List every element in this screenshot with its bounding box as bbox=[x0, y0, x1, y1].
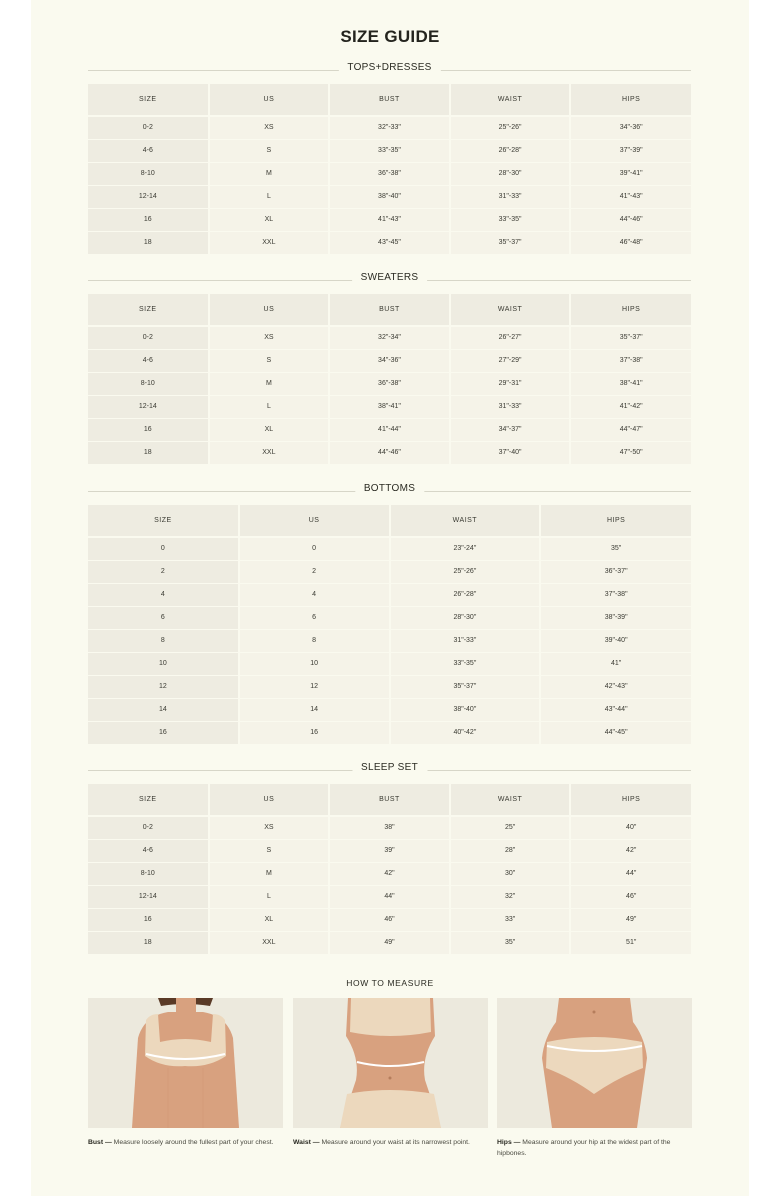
table-cell-us: 2 bbox=[239, 560, 390, 583]
table-cell-hips: 44"-45" bbox=[540, 721, 691, 744]
table-row bbox=[88, 862, 691, 885]
section-label-sweaters: SWEATERS bbox=[352, 272, 428, 283]
column-header-bust: BUST bbox=[329, 294, 450, 326]
hips-measure-image bbox=[497, 998, 692, 1128]
table-cell-hips: 39"-40" bbox=[540, 629, 691, 652]
table-row bbox=[88, 583, 691, 606]
table-cell-size: 4-6 bbox=[88, 139, 209, 162]
table-cell-us: XXL bbox=[209, 931, 330, 954]
column-header-us: US bbox=[239, 505, 390, 537]
table-cell-size: 16 bbox=[88, 908, 209, 931]
table-cell-size: 16 bbox=[88, 721, 239, 744]
table-cell-bust: 39" bbox=[329, 839, 450, 862]
column-header-bust: BUST bbox=[329, 784, 450, 816]
table-cell-waist: 35"-37" bbox=[390, 675, 541, 698]
table-cell-size: 12-14 bbox=[88, 185, 209, 208]
table-row bbox=[88, 839, 691, 862]
table-cell-waist: 28"-30" bbox=[390, 606, 541, 629]
table-bottoms bbox=[88, 505, 691, 745]
table-cell-bust: 44" bbox=[329, 885, 450, 908]
hips-figure-illustration bbox=[497, 998, 692, 1128]
table-row bbox=[88, 231, 691, 254]
table-row bbox=[88, 326, 691, 349]
table-cell-waist: 27"-29" bbox=[450, 349, 571, 372]
table-cell-hips: 38"-39" bbox=[540, 606, 691, 629]
table-cell-bust: 41"-44" bbox=[329, 418, 450, 441]
waist-caption-term: Waist — bbox=[293, 1139, 320, 1146]
table-cell-waist: 40"-42" bbox=[390, 721, 541, 744]
table-cell-hips: 35" bbox=[540, 537, 691, 560]
table-cell-hips: 47"-50" bbox=[570, 441, 691, 464]
table-cell-us: 10 bbox=[239, 652, 390, 675]
table-row bbox=[88, 675, 691, 698]
table-cell-bust: 38" bbox=[329, 816, 450, 839]
section-label-bottoms: BOTTOMS bbox=[355, 483, 424, 494]
table-cell-waist: 25"-26" bbox=[390, 560, 541, 583]
column-header-size: SIZE bbox=[88, 294, 209, 326]
table-cell-hips: 41" bbox=[540, 652, 691, 675]
table-cell-waist: 33" bbox=[450, 908, 571, 931]
table-cell-hips: 34"-36" bbox=[570, 116, 691, 139]
table-row bbox=[88, 372, 691, 395]
table-row bbox=[88, 185, 691, 208]
table-cell-size: 8-10 bbox=[88, 372, 209, 395]
bust-measure-image bbox=[88, 998, 283, 1128]
column-header-size: SIZE bbox=[88, 505, 239, 537]
column-header-us: US bbox=[209, 84, 330, 116]
table-cell-waist: 23"-24" bbox=[390, 537, 541, 560]
table-cell-us: M bbox=[209, 862, 330, 885]
table-cell-size: 12-14 bbox=[88, 395, 209, 418]
table-cell-hips: 37"-39" bbox=[570, 139, 691, 162]
table-cell-bust: 49" bbox=[329, 931, 450, 954]
table-cell-us: L bbox=[209, 885, 330, 908]
table-row bbox=[88, 116, 691, 139]
table-row bbox=[88, 885, 691, 908]
table-cell-size: 18 bbox=[88, 441, 209, 464]
table-cell-us: L bbox=[209, 185, 330, 208]
column-header-waist: WAIST bbox=[450, 84, 571, 116]
table-cell-waist: 28"-30" bbox=[450, 162, 571, 185]
table-cell-us: 4 bbox=[239, 583, 390, 606]
table-cell-us: M bbox=[209, 162, 330, 185]
waist-caption bbox=[293, 1138, 489, 1149]
table-row bbox=[88, 441, 691, 464]
table-row bbox=[88, 537, 691, 560]
table-cell-hips: 37"-38" bbox=[570, 349, 691, 372]
table-cell-waist: 26"-28" bbox=[450, 139, 571, 162]
section-heading-bottoms bbox=[88, 481, 691, 501]
table-cell-us: 0 bbox=[239, 537, 390, 560]
table-cell-bust: 42" bbox=[329, 862, 450, 885]
table-cell-waist: 26"-28" bbox=[390, 583, 541, 606]
table-cell-bust: 36"-38" bbox=[329, 372, 450, 395]
table-cell-size: 16 bbox=[88, 208, 209, 231]
table-row bbox=[88, 931, 691, 954]
table-cell-us: S bbox=[209, 139, 330, 162]
table-row bbox=[88, 816, 691, 839]
table-cell-hips: 41"-43" bbox=[570, 185, 691, 208]
table-cell-us: XXL bbox=[209, 441, 330, 464]
table-cell-size: 0-2 bbox=[88, 816, 209, 839]
column-header-us: US bbox=[209, 784, 330, 816]
table-cell-hips: 46"-48" bbox=[570, 231, 691, 254]
table-cell-us: XS bbox=[209, 326, 330, 349]
hips-caption-text: Measure around your hip at the widest part of the hipbones. bbox=[497, 1139, 671, 1157]
table-cell-bust: 38"-40" bbox=[329, 185, 450, 208]
table-cell-bust: 46" bbox=[329, 908, 450, 931]
table-cell-bust: 41"-43" bbox=[329, 208, 450, 231]
table-cell-hips: 40" bbox=[570, 816, 691, 839]
table-row bbox=[88, 162, 691, 185]
table-cell-waist: 35"-37" bbox=[450, 231, 571, 254]
table-cell-us: S bbox=[209, 349, 330, 372]
table-cell-size: 2 bbox=[88, 560, 239, 583]
table-cell-hips: 44" bbox=[570, 862, 691, 885]
table-cell-bust: 32"-34" bbox=[329, 326, 450, 349]
table-cell-size: 14 bbox=[88, 698, 239, 721]
table-cell-us: 14 bbox=[239, 698, 390, 721]
table-cell-bust: 38"-41" bbox=[329, 395, 450, 418]
section-label-tops: TOPS+DRESSES bbox=[338, 62, 440, 73]
table-cell-hips: 38"-41" bbox=[570, 372, 691, 395]
hips-caption bbox=[497, 1138, 693, 1159]
table-cell-hips: 42" bbox=[570, 839, 691, 862]
table-cell-us: S bbox=[209, 839, 330, 862]
table-cell-hips: 42"-43" bbox=[540, 675, 691, 698]
table-cell-size: 0 bbox=[88, 537, 239, 560]
table-cell-bust: 44"-46" bbox=[329, 441, 450, 464]
table-cell-bust: 32"-33" bbox=[329, 116, 450, 139]
table-header-row bbox=[88, 784, 691, 816]
table-cell-hips: 49" bbox=[570, 908, 691, 931]
table-cell-waist: 38"-40" bbox=[390, 698, 541, 721]
table-cell-waist: 37"-40" bbox=[450, 441, 571, 464]
table-cell-waist: 25" bbox=[450, 816, 571, 839]
table-cell-us: 6 bbox=[239, 606, 390, 629]
table-cell-waist: 30" bbox=[450, 862, 571, 885]
column-header-hips: HIPS bbox=[540, 505, 691, 537]
table-cell-size: 4-6 bbox=[88, 839, 209, 862]
table-cell-us: XL bbox=[209, 418, 330, 441]
table-cell-size: 12 bbox=[88, 675, 239, 698]
table-cell-waist: 31"-33" bbox=[390, 629, 541, 652]
waist-measure-image bbox=[293, 998, 488, 1128]
table-cell-size: 0-2 bbox=[88, 326, 209, 349]
table-cell-size: 12-14 bbox=[88, 885, 209, 908]
table-row bbox=[88, 908, 691, 931]
waist-caption-text: Measure around your waist at its narrowest point. bbox=[319, 1139, 470, 1146]
column-header-waist: WAIST bbox=[450, 784, 571, 816]
table-cell-hips: 36"-37" bbox=[540, 560, 691, 583]
column-header-waist: WAIST bbox=[450, 294, 571, 326]
table-cell-waist: 25"-26" bbox=[450, 116, 571, 139]
bust-caption-term: Bust — bbox=[88, 1139, 112, 1146]
table-row bbox=[88, 629, 691, 652]
table-cell-size: 18 bbox=[88, 931, 209, 954]
table-tops-dresses bbox=[88, 84, 691, 255]
page-title: SIZE GUIDE bbox=[340, 27, 440, 46]
table-cell-size: 8 bbox=[88, 629, 239, 652]
column-header-hips: HIPS bbox=[570, 784, 691, 816]
table-cell-waist: 29"-31" bbox=[450, 372, 571, 395]
table-row bbox=[88, 721, 691, 744]
table-cell-waist: 31"-33" bbox=[450, 395, 571, 418]
table-sleep-set bbox=[88, 784, 691, 955]
table-cell-waist: 28" bbox=[450, 839, 571, 862]
table-cell-hips: 46" bbox=[570, 885, 691, 908]
table-cell-hips: 43"-44" bbox=[540, 698, 691, 721]
table-header-row bbox=[88, 84, 691, 116]
table-row bbox=[88, 349, 691, 372]
table-cell-size: 4-6 bbox=[88, 349, 209, 372]
table-header-row bbox=[88, 505, 691, 537]
table-cell-bust: 36"-38" bbox=[329, 162, 450, 185]
table-cell-size: 16 bbox=[88, 418, 209, 441]
table-cell-size: 4 bbox=[88, 583, 239, 606]
hips-caption-term: Hips — bbox=[497, 1139, 521, 1146]
table-cell-us: L bbox=[209, 395, 330, 418]
size-guide-page bbox=[31, 0, 749, 1196]
column-header-size: SIZE bbox=[88, 84, 209, 116]
section-heading-sleep-set bbox=[88, 760, 691, 780]
column-header-waist: WAIST bbox=[390, 505, 541, 537]
column-header-bust: BUST bbox=[329, 84, 450, 116]
section-heading-tops bbox=[88, 60, 691, 80]
table-row bbox=[88, 698, 691, 721]
table-cell-size: 18 bbox=[88, 231, 209, 254]
table-cell-hips: 35"-37" bbox=[570, 326, 691, 349]
table-cell-hips: 44"-46" bbox=[570, 208, 691, 231]
table-row bbox=[88, 395, 691, 418]
table-cell-waist: 35" bbox=[450, 931, 571, 954]
waist-figure-illustration bbox=[293, 998, 488, 1128]
bust-figure-illustration bbox=[88, 998, 283, 1128]
section-heading-sweaters bbox=[88, 270, 691, 290]
column-header-us: US bbox=[209, 294, 330, 326]
table-cell-us: M bbox=[209, 372, 330, 395]
table-row bbox=[88, 418, 691, 441]
table-cell-us: 12 bbox=[239, 675, 390, 698]
table-cell-size: 10 bbox=[88, 652, 239, 675]
table-cell-waist: 33"-35" bbox=[390, 652, 541, 675]
table-cell-waist: 34"-37" bbox=[450, 418, 571, 441]
table-cell-us: XXL bbox=[209, 231, 330, 254]
table-cell-waist: 33"-35" bbox=[450, 208, 571, 231]
table-cell-size: 0-2 bbox=[88, 116, 209, 139]
table-cell-bust: 34"-36" bbox=[329, 349, 450, 372]
table-cell-hips: 44"-47" bbox=[570, 418, 691, 441]
table-sweaters bbox=[88, 294, 691, 465]
table-cell-us: 16 bbox=[239, 721, 390, 744]
column-header-hips: HIPS bbox=[570, 294, 691, 326]
table-cell-waist: 32" bbox=[450, 885, 571, 908]
table-cell-size: 8-10 bbox=[88, 862, 209, 885]
how-to-measure-heading: HOW TO MEASURE bbox=[346, 978, 434, 988]
table-cell-us: XS bbox=[209, 816, 330, 839]
table-cell-hips: 41"-42" bbox=[570, 395, 691, 418]
table-cell-size: 8-10 bbox=[88, 162, 209, 185]
bust-caption bbox=[88, 1138, 284, 1149]
table-cell-size: 6 bbox=[88, 606, 239, 629]
bust-caption-text: Measure loosely around the fullest part of your chest. bbox=[111, 1139, 274, 1146]
column-header-size: SIZE bbox=[88, 784, 209, 816]
table-cell-bust: 43"-45" bbox=[329, 231, 450, 254]
table-header-row bbox=[88, 294, 691, 326]
section-label-sleep-set: SLEEP SET bbox=[352, 762, 427, 773]
table-row bbox=[88, 560, 691, 583]
table-cell-bust: 33"-35" bbox=[329, 139, 450, 162]
table-cell-hips: 37"-38" bbox=[540, 583, 691, 606]
table-cell-us: XS bbox=[209, 116, 330, 139]
column-header-hips: HIPS bbox=[570, 84, 691, 116]
table-cell-waist: 26"-27" bbox=[450, 326, 571, 349]
table-cell-hips: 51" bbox=[570, 931, 691, 954]
table-row bbox=[88, 606, 691, 629]
table-cell-us: XL bbox=[209, 208, 330, 231]
table-cell-us: 8 bbox=[239, 629, 390, 652]
table-cell-waist: 31"-33" bbox=[450, 185, 571, 208]
table-cell-us: XL bbox=[209, 908, 330, 931]
table-row bbox=[88, 208, 691, 231]
table-row bbox=[88, 139, 691, 162]
table-cell-hips: 39"-41" bbox=[570, 162, 691, 185]
table-row bbox=[88, 652, 691, 675]
